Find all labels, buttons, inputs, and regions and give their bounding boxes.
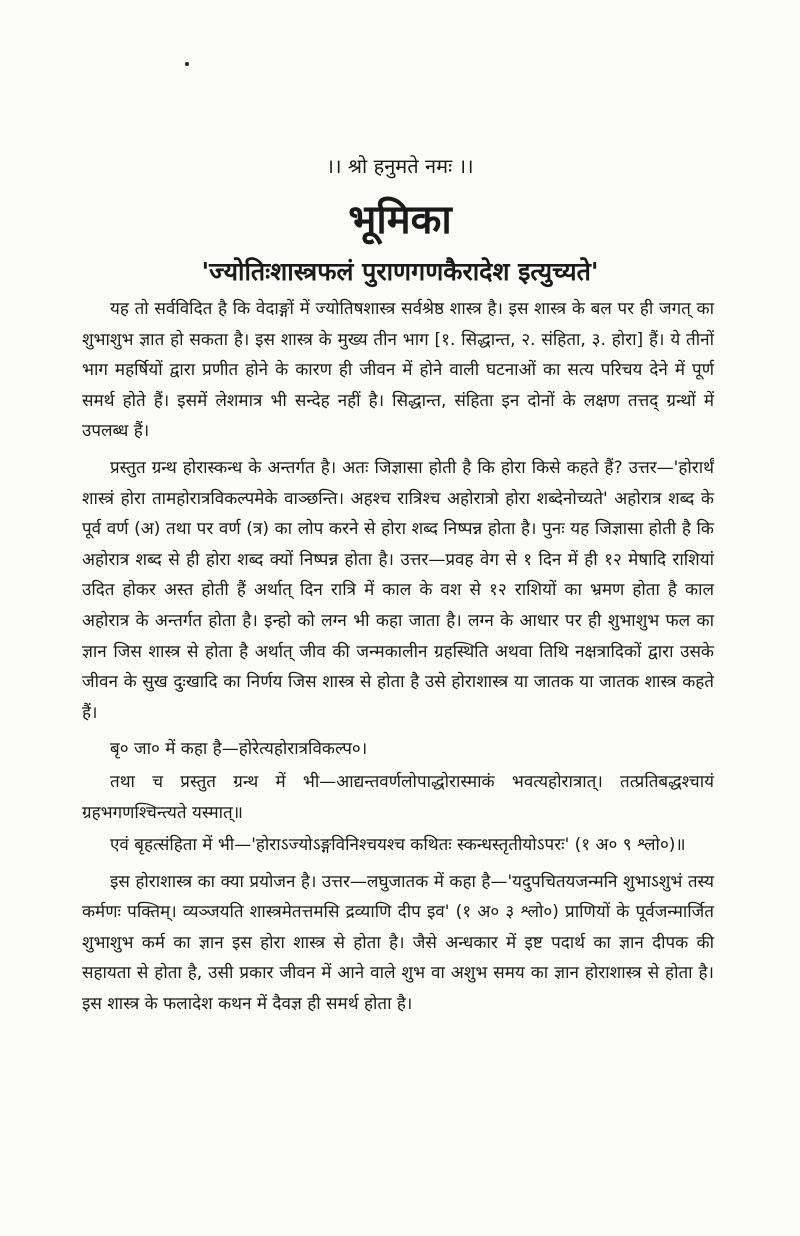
- ink-speck: [185, 62, 189, 66]
- page-title: भूमिका: [348, 197, 452, 243]
- invocation-line: ।। श्रो हनुमते नमः ।।: [326, 154, 474, 178]
- paragraph-hora-definition: प्रस्तुत ग्रन्थ होरास्कन्ध के अन्तर्गत है। अतः जिज्ञासा होती है कि होरा किसे कहते हैं? उत्तर—'होरार्थं शास्त्रं होरा तामहोरात्रविकल्पमेके वाञ्छन्ति। अहश्च रात्रिश्च अहोरात्रो होरा शब्देनोच्यते' अहोरात्र शब्द के पूर्व वर्ण (अ) तथा पर वर्ण (त्र) का लोप करने से होरा शब्द निष्पन्न होता है। पुनः यह जिज्ञासा होती है कि अहोरात्र शब्द से ही होरा शब्द क्यों निष्पन्न होता है। उत्तर—प्रवह वेग से १ दिन में ही १२ मेषादि राशियां उदित होकर अस्त होती हैं अर्थात् दिन रात्रि में काल के वश से १२ राशियों का भ्रमण होता है काल अहोरात्र के अन्तर्गत होता है। इन्हो को लग्न भी कहा जाता है। लग्न के आधार पर ही शुभाशुभ फल का ज्ञान जिस शास्त्र से होता है अर्थात् जीव की जन्मकालीन ग्रहस्थिति अथवा तिथि नक्षत्रादिकों द्वारा उसके जीवन के सुख दुःखादि का निर्णय जिस शास्त्र से होता है उसे होराशास्त्र या जातक या जातक शास्त्र कहते हैं।: [82, 457, 714, 723]
- paragraph-brihat-samhita-quote: एवं बृहत्संहिता में भी—'होराऽज्योऽङ्गविनिश्चयश्च कथितः स्कन्धस्तृतीयोऽपरः' (१ अ० ९ श्लो०)॥: [110, 835, 686, 856]
- body-text: [82, 294, 714, 1026]
- paragraph-present-text-quote: तथा च प्रस्तुत ग्रन्थ में भी—आद्यन्तवर्णलोपाद्धोरास्माकं भवत्यहोरात्रात्। तत्प्रतिबद्धश्चायं ग्रहभगणश्चिन्त्यते यस्मात्॥: [82, 771, 714, 823]
- paragraph-intro: यह तो सर्वविदित है कि वेदाङ्गों में ज्योतिषशास्त्र सर्वश्रेष्ठ शास्त्र है। इस शास्त्र के बल पर ही जगत् का शुभाशुभ ज्ञात हो सकता है। इस शास्त्र के मुख्य तीन भाग [१. सिद्धान्त, २. संहिता, ३. होरा] हैं। ये तीनों भाग महर्षियों द्वारा प्रणीत होने के कारण ही जीवन में होने वाली घटनाओं का सत्य परिचय देने में पूर्ण समर्थ होते हैं। इसमें लेशमात्र भी सन्देह नहीं है। सिद्धान्त, संहिता इन दोनों के लक्षण तत्तद् ग्रन्थों में उपलब्ध हैं।: [82, 299, 714, 442]
- paragraph-purpose: इस होराशास्त्र का क्या प्रयोजन है। उत्तर—लघुजातक में कहा है—'यदुपचितयजन्मनि शुभाऽशुभं तस्य कर्मणः पक्तिम्। व्यञ्जयति शास्त्रमेतत्तमसि द्रव्याणि दीप इव' (१ अ० ३ श्लो०) प्राणियों के पूर्वजन्मार्जित शुभाशुभ कर्म का ज्ञान इस होरा शास्त्र से होता है। जैसे अन्धकार में इष्ट पदार्थ का ज्ञान दीपक की सहायता से होता है, उसी प्रकार जीवन में आने वाले शुभ वा अशुभ समय का ज्ञान होराशास्त्र से होता है। इस शास्त्र के फलादेश कथन में दैवज्ञ ही समर्थ होता है।: [82, 871, 714, 1015]
- paragraph-brihat-jataka-quote: बृ० जा० में कहा है—होरेत्यहोरात्रविकल्प०।: [110, 739, 368, 760]
- page-subtitle: 'ज्योतिःशास्त्रफलं पुराणगणकैरादेश इत्युच्यते': [201, 257, 599, 286]
